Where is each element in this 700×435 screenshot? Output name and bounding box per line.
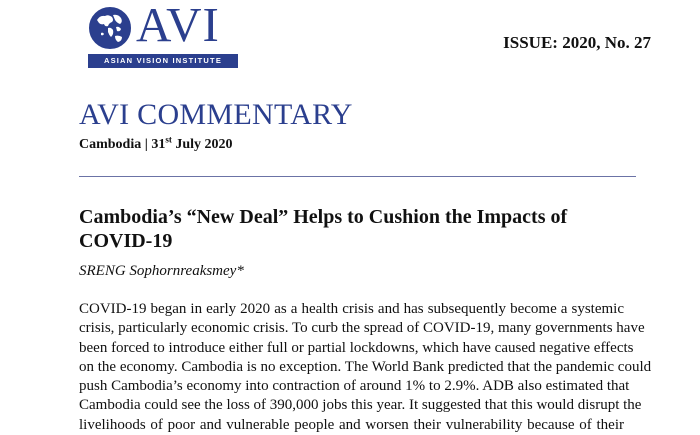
divider bbox=[79, 176, 636, 177]
body-line: crisis, particularly economic crisis. To curb the spread of COVID-19, many governments have bbox=[79, 320, 645, 337]
dateline-rest: July 2020 bbox=[171, 137, 233, 152]
avi-logo bbox=[88, 0, 240, 68]
article-title: Cambodia’s “New Deal” Helps to Cushion the Impacts of COVID-19 bbox=[79, 206, 568, 252]
dateline bbox=[79, 134, 233, 153]
logo-wordmark: AVI bbox=[136, 0, 220, 52]
dateline-place: Cambodia | 31 bbox=[79, 137, 166, 152]
globe-icon bbox=[88, 6, 132, 50]
series-title: AVI COMMENTARY bbox=[79, 98, 353, 131]
dateline-ordinal: st bbox=[165, 134, 172, 145]
body-line: been forced to introduce either full or partial lockdowns, which have caused negative effects bbox=[79, 339, 634, 356]
issue-number: ISSUE: 2020, No. 27 bbox=[503, 33, 651, 52]
article-author: SRENG Sophornreaksmey* bbox=[79, 263, 244, 279]
body-line: Cambodia could see the loss of 390,000 jobs this year. It suggested that this would disrupt the bbox=[79, 397, 642, 414]
logo-tagline: ASIAN VISION INSTITUTE bbox=[88, 54, 238, 68]
article-body bbox=[79, 300, 652, 435]
body-line: COVID-19 began in early 2020 as a health crisis and has subsequently become a systemic bbox=[79, 301, 624, 317]
body-line: livelihoods of poor and vulnerable people and worsen their vulnerability because of their bbox=[79, 416, 624, 433]
body-line: on the economy. Cambodia is no exception. The World Bank predicted that the pandemic could bbox=[79, 358, 652, 375]
body-line: push Cambodia’s economy into contraction of around 1% to 2.9%. ADB also estimated that bbox=[79, 378, 630, 395]
